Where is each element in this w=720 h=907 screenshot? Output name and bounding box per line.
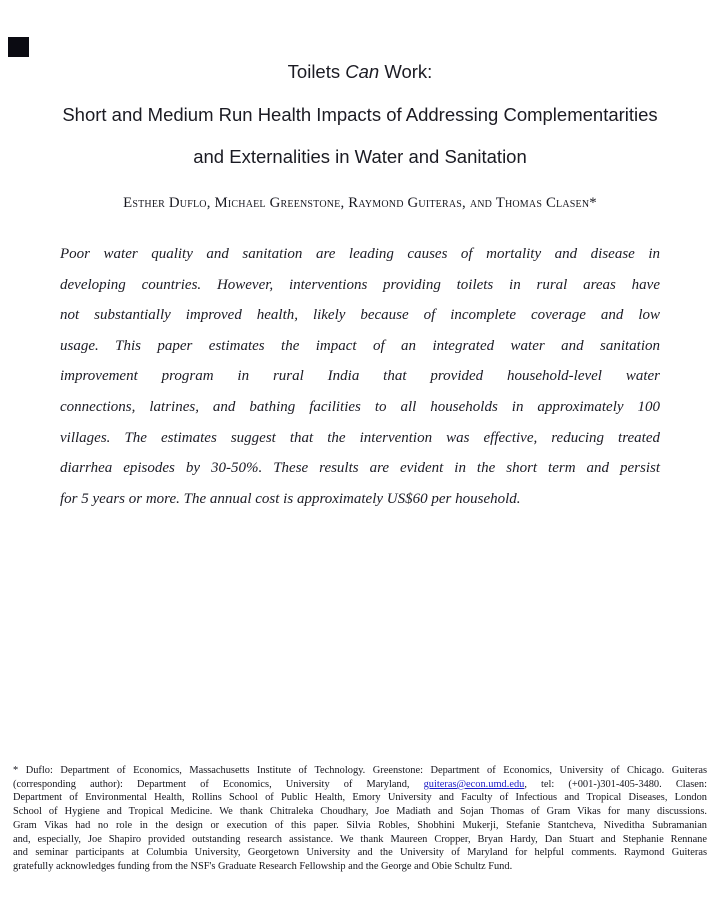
page-title-line-3: and Externalities in Water and Sanitation [193, 146, 527, 167]
footnote-line: School of Hygiene and Tropical Medicine. We thank Chitraleka Choudhary, Joe Madiath and Sojan Thomas of Gram Vikas for many discussions. [13, 806, 707, 818]
footnote-line: gratefully acknowledges funding from the NSF's Graduate Research Fellowship and the George and Obie Schultz Fund. [13, 860, 513, 872]
footnote-text: (corresponding author): Department of Economics, University of Maryland, [13, 778, 424, 790]
abstract-line: diarrhea episodes by 30-50%. These results are evident in the short term and persist [60, 460, 660, 477]
footnote-line: Department of Environmental Health, Rollins School of Public Health, Emory University and Faculty of Infectious and Tropical Diseases, London [13, 792, 707, 804]
title-text-pre: Toilets [287, 61, 346, 82]
authors-line: Esther Duflo, Michael Greenstone, Raymond Guiteras, and Thomas Clasen* [123, 195, 597, 211]
footnote-line: * Duflo: Department of Economics, Massachusetts Institute of Technology. Greenstone: Department of Economics, University of Chicago. Guiteras [13, 765, 707, 776]
page-title-line-1 [0, 61, 720, 83]
footnote-block [13, 764, 707, 874]
footnote-line: and seminar participants at Columbia University, Georgetown University and the University of Maryland for helpful comments. Raymond Guiteras [13, 847, 707, 859]
abstract-line: developing countries. However, interventions providing toilets in rural areas have [60, 276, 660, 293]
footnote-text: , tel: (+001-)301-405-3480. Clasen: [524, 778, 707, 790]
page-title-line-2: Short and Medium Run Health Impacts of Addressing Complementarities [62, 104, 658, 125]
abstract-line: usage. This paper estimates the impact of an integrated water and sanitation [60, 337, 660, 354]
footnote-line [13, 778, 707, 792]
footnote-line: and, especially, Joe Shapiro provided outstanding research assistance. We thank Maureen Cropper, Bryan Hardy, Dan Stuart and Stephanie Rennane [13, 833, 707, 845]
abstract-line: for 5 years or more. The annual cost is approximately US$60 per household. [60, 490, 521, 507]
abstract-line: Poor water quality and sanitation are leading causes of mortality and disease in [60, 246, 660, 262]
abstract-line: not substantially improved health, likely because of incomplete coverage and low [60, 307, 660, 324]
title-text-italic: Can [345, 61, 380, 82]
abstract-line: villages. The estimates suggest that the intervention was effective, reducing treated [60, 429, 660, 446]
abstract-line: improvement program in rural India that provided household-level water [60, 368, 660, 385]
footnote-line: Gram Vikas had no role in the design or execution of this paper. Silvia Robles, Shobhini Mukerji, Stefanie Stantcheva, Niveditha Subramanian [13, 819, 707, 831]
abstract-line: connections, latrines, and bathing facilities to all households in approximately 100 [60, 398, 660, 415]
scan-artifact-square [8, 37, 29, 57]
title-text-post: Work: [379, 61, 433, 82]
email-link[interactable]: guiteras@econ.umd.edu [423, 778, 525, 790]
abstract-paragraph [60, 239, 660, 514]
